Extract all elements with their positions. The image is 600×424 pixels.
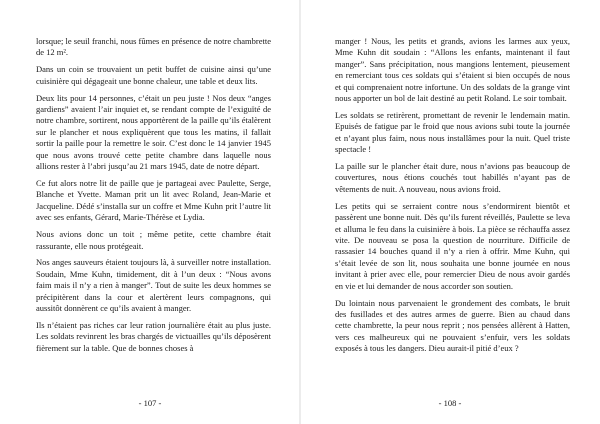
right-page-text [335, 36, 570, 360]
paragraph: Les soldats se retirèrent, promettant de revenir le lendemain matin. Epuisés de fatigue par le froid que nous avions subi toute la journée et n’ayant plus faim, nous nous installâmes pour la nuit. Quel triste spectacle ! [335, 109, 570, 155]
paragraph: Du lointain nous parvenaient le grondement des combats, le bruit des fusillades et des autres armes de guerre. Bien au chaud dans cette chambrette, la peur nous reprit ; nos pensées allèrent à Hatten, vers ces malheureux qui ne pouvaient s’enfuir, vers les soldats exposés à tous les dangers. Dieu aurait-il pitié d’eux ? [335, 297, 570, 354]
page-number-left: - 107 - [138, 398, 162, 408]
paragraph: manger ! Nous, les petits et grands, avions les larmes aux yeux, Mme Kuhn dit soudain : “Allons les enfants, maintenant il faut manger”. Sans précipitation, nous mangions lentement, pieusement en remerciant tous ces soldats qui s’étaient si bien occupés de nous et qui comprenaient notre infortune. Un des soldats de la grange vint nous apporter un bol de lait destiné au petit Roland. Le soir tombait. [335, 36, 570, 104]
paragraph: Nos anges sauveurs étaient toujours là, à surveiller notre installation. Soudain, Mme Kuhn, timidement, dit à l’un deux : “Nous avons faim mais il n’y a rien à manger”. Tout de suite les deux hommes se précipitèrent dans la cour et alertèrent leurs compagnons, qui aussitôt donnèrent ce qu’ils avaient à manger. [36, 257, 271, 314]
paragraph: Ce fut alors notre lit de paille que je partageai avec Paulette, Serge, Blanche et Yvette. Maman prit un lit avec Roland, Jean-Marie et Jacqueline. Dédé s’installa sur un coffre et Mme Kuhn prit l’autre lit avec ses enfants, Gérard, Marie-Thérèse et Lydia. [36, 177, 271, 223]
paragraph: La paille sur le plancher était dure, nous n’avions pas beaucoup de couvertures, nous étions couchés tout habillés n’ayant pas de vêtements de nuit. A nouveau, nous avions froid. [335, 161, 570, 194]
right-page [300, 0, 600, 424]
paragraph: Nous avions donc un toit ; même petite, cette chambre était rassurante, elle nous protégeait. [36, 229, 271, 251]
left-page-text [36, 36, 271, 360]
paragraph: lorsque; le seuil franchi, nous fûmes en présence de notre chambrette de 12 m². [36, 36, 271, 58]
paragraph: Les petits qui se serraient contre nous s’endormirent bientôt et passèrent une bonne nuit. Dès qu’ils furent réveillés, Paulette se leva et alluma le feu dans la cuisinière à bois. La pièce se réchauffa assez vite. De nouveau se posa la question de nourriture. Difficile de rassasier 14 bouches quand il n’y a rien à offrir. Mme Kuhn, qui s’était levée de son lit, nous souhaita une bonne journée en nous invitant à prier avec elle, pour remercier Dieu de nous avoir gardés en vie et lui demander de nous accorder son soutien. [335, 200, 570, 291]
page-number-right: - 108 - [438, 398, 462, 408]
paragraph: Ils n’étaient pas riches car leur ration journalière était au plus juste. Les soldats revinrent les bras chargés de victuailles qu’ils déposèrent fièrement sur la table. Que de bonnes choses à [36, 319, 271, 353]
paragraph: Deux lits pour 14 personnes, c’était un peu juste ! Nos deux “anges gardiens” avaient l’air inquiet et, se rendant compte de l’exiguïté de notre chambre, sortirent, nous apportèrent de la paille qu’ils étalèrent sur le plancher et nous expliquèrent que tous les matins, il fallait sortir la paille pour la remettre le soir. C’est donc le 14 janvier 1945 que nous avons trouvé cette petite chambre dans laquelle nous allions rester à l’abri jusqu’au 21 mars 1945, date de notre départ. [36, 92, 271, 172]
paragraph: Dans un coin se trouvaient un petit buffet de cuisine ainsi qu’une cuisinière qui dégageait une bonne chaleur, une table et deux lits. [36, 64, 271, 86]
